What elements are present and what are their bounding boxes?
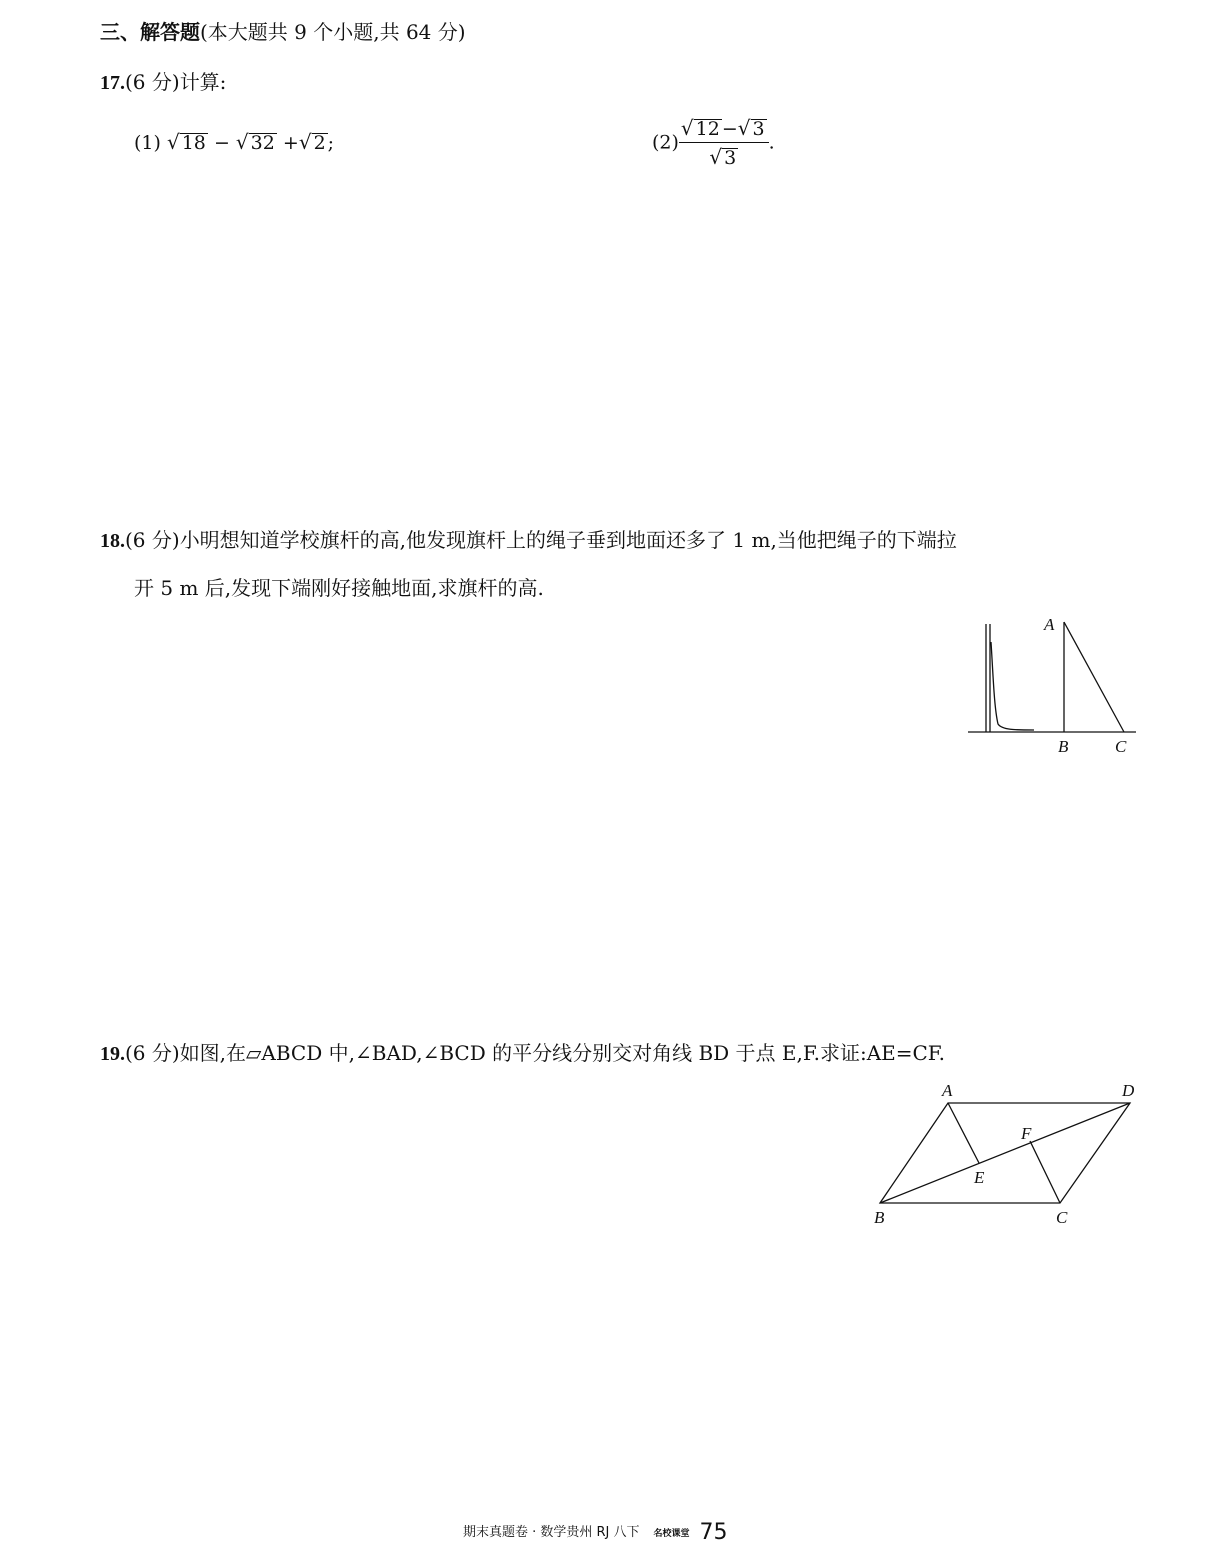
hanging-rope — [991, 642, 1034, 730]
question-18-line-2: 开 5 m 后,发现下端刚好接触地面,求旗杆的高. — [134, 576, 544, 600]
section-heading-detail: (本大题共 9 个小题,共 64 分) — [200, 20, 466, 44]
plus-sign: + — [282, 132, 299, 154]
fraction — [679, 116, 769, 169]
minus-sign: − — [721, 118, 738, 140]
fraction-numerator — [679, 116, 769, 143]
part-2-end: . — [768, 131, 775, 154]
label-b: B — [1058, 737, 1069, 756]
flagpole-figure — [960, 612, 1150, 762]
question-18-line-1 — [100, 524, 957, 553]
radicand-18: 18 — [181, 132, 206, 154]
label-a: A — [1044, 615, 1055, 634]
part-1-label: (1) — [134, 132, 161, 154]
question-17-prompt: 计算: — [179, 70, 227, 94]
label-d: D — [1122, 1081, 1135, 1100]
fraction-denominator — [709, 143, 738, 169]
radical-sign: √ — [166, 130, 180, 154]
label-e: E — [974, 1168, 985, 1187]
rope-ac — [1064, 622, 1124, 732]
page-footer — [463, 1520, 728, 1545]
question-19-points: (6 分) — [125, 1041, 180, 1065]
radicand-3-den: 3 — [724, 147, 737, 169]
diagonal-bd — [880, 1103, 1130, 1203]
part-2-label: (2) — [652, 131, 679, 154]
question-18-number: 18. — [100, 530, 125, 552]
part-1-end: ; — [327, 132, 335, 154]
radicand-32: 32 — [250, 132, 275, 154]
radicand-12: 12 — [695, 118, 720, 140]
radicand-3: 3 — [752, 118, 765, 140]
label-a: A — [942, 1081, 953, 1100]
question-17-points: (6 分) — [125, 70, 180, 94]
question-19-number: 19. — [100, 1043, 125, 1065]
footer-text: 期末真题卷 · 数学贵州 RJ 八下 — [463, 1525, 640, 1540]
label-f: F — [1021, 1124, 1032, 1143]
parallelogram-figure — [860, 1075, 1150, 1235]
label-c: C — [1115, 737, 1127, 756]
question-17-part-2 — [652, 116, 775, 169]
section-heading-title: 三、解答题 — [100, 20, 200, 44]
radical-sign: √ — [235, 130, 249, 154]
question-19-text: 如图,在▱ABCD 中,∠BAD,∠BCD 的平分线分别交对角线 BD 于点 E,F.求证:AE=CF. — [179, 1041, 945, 1065]
radical-sign: √ — [680, 116, 694, 140]
question-17-number: 17. — [100, 72, 125, 94]
question-19-line — [100, 1037, 945, 1066]
page-number: 75 — [699, 1520, 728, 1545]
segment-ae — [948, 1103, 979, 1163]
radical-sign: √ — [298, 130, 312, 154]
question-17-part-1 — [134, 130, 334, 154]
question-17-header — [100, 66, 226, 95]
question-18-points: (6 分) — [125, 528, 180, 552]
segment-cf — [1030, 1141, 1060, 1203]
label-c: C — [1056, 1208, 1068, 1227]
label-b: B — [874, 1208, 885, 1227]
radical-sign: √ — [737, 116, 751, 140]
radicand-2: 2 — [313, 132, 326, 154]
section-heading — [100, 16, 466, 45]
minus-sign: − — [213, 132, 230, 154]
question-18-text-1: 小明想知道学校旗杆的高,他发现旗杆上的绳子垂到地面还多了 1 m,当他把绳子的下端拉 — [179, 528, 957, 552]
radical-sign: √ — [709, 145, 723, 169]
footer-brand: 名校课堂 — [653, 1529, 690, 1539]
